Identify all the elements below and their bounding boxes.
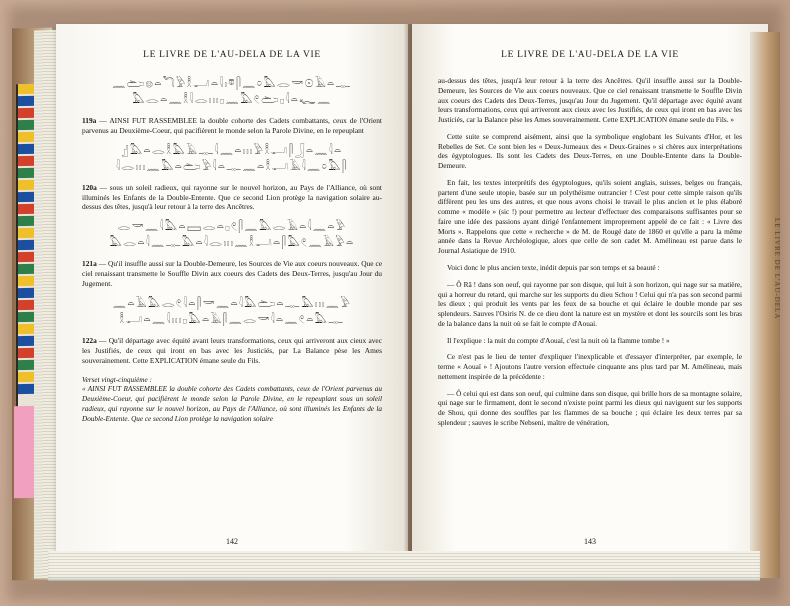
paragraph-text: Voici donc le plus ancien texte, inédit depuis par son temps et sa beauté : [447, 263, 660, 273]
paragraph-120a [82, 183, 382, 213]
paragraph-122a [82, 336, 382, 366]
paragraph-text: au-dessus des têtes, jusqu'à leur retour à la terre des Ancêtres. Qu'il insuffle aussi sur la Double-Demeure, les Sources de Vie aux coeurs nouveaux. Que ce ciel renaissant transmette le Souffle Divin aux coeurs des Cadets des Deux-Terres, jusqu'au Jour du Jugement. Qu'il départage avec équité avant leurs transformations, ceux qui arriveront aux cieux avec les Justifiés, de ceux qui iront en bas avec les Justiciés, car la Balance pèse les Ames souverainement. Cette EXPLICATION émane seule du Fils. » [438, 76, 742, 125]
paragraph-number: 120a [82, 182, 97, 192]
paragraph-text: — sous un soleil radieux, qui rayonne sur le nouvel horizon, au Pays de l'Alliance, où sont illuminés les Enfants de la Double-Entente. Que ce second Lion protège la navigation solaire au-dessus des têtes, jusqu'à leur retour à la terre des Ancêtres. [82, 182, 382, 212]
paragraph-text: En fait, les textes interprétifs des égyptologues, qu'ils soient anglais, suisses, belges ou français, partent d'une seule utopie, basée sur un polythéisme outrancier ! C'est pour cette simple raison qu'ils diffèrent peu les uns des autres, et que nous avons choisi le travail le plus ancien et le plus élaboré comme « modèle » (sic !) pour permettre au lecteur d'effectuer des comparaisons suffisantes pour se faire une idée des passions ayant dirigé l'enfantement improprement appelé de ce fait : « Livre des Morts ». Rappelons que cette « recherche » de M. de Rougé date de 1860 et qu'elle a paru la même année dans la Revue Archéologique, alors que celle de son cadet M. Amélineau est parue dans le Journal Asiatique de 1910. [438, 177, 742, 256]
hieroglyph-line: 𓇋𓂋𓏥𓈖𓅓𓏏𓂧𓅱𓇋𓏏𓊃𓈖𓏏𓎛𓂝𓄿𓇋𓈖𓏌𓅓𓋴 [116, 159, 348, 173]
left-page-content [56, 24, 408, 560]
hieroglyph-block-1 [82, 76, 382, 108]
spine-label: LE LIVRE DE L'AU-DELA [773, 218, 781, 320]
paragraph-121a [82, 259, 382, 289]
paragraph-number: 121a [82, 259, 97, 269]
hieroglyph-line: 𓊨𓅓𓏏𓂋𓎛𓅓𓄿𓊃𓇋𓈖𓏏𓏥𓅱𓎛𓂝𓋴𓃀𓏏𓈖𓇋𓏏 [121, 143, 343, 157]
left-page [56, 24, 408, 560]
paragraph-text: — Qu'il insuffle aussi sur la Double-Demeure, les Sources de Vie aux coeurs nouveaux. Que ce ciel renaissant transmette le Souffle Divin aux coeurs des Cadets des Deux-Terres, jusqu'au Jour du Jugement. [82, 259, 383, 289]
verset-title: Verset vingt-cinquième : [82, 375, 152, 384]
right-page [412, 24, 768, 560]
right-page-content [412, 24, 768, 560]
hieroglyph-line: 𓈖𓏏𓄿𓅓𓂋𓏲𓇋𓏏𓋴𓎡𓈖𓏏𓇋𓅓𓂧𓏏𓊃𓅓𓏥𓈖𓅱 [112, 297, 352, 310]
paragraph-text: — Ô Râ ! dans son oeuf, qui rayonne par son disque, qui luit à son horizon, qui nage sur sa matière, qui a horreur du retard, qui marche sur les supports du dieu Schou ! Celui qui n'a pas son second parmi les dieux ; qui produit les vents par les feux de sa bouche et qui éclaire le double monde par ses splendeurs. Sauves l'Osiris N. de ce dieu dont la nature est un mystère et dont les sourcils sont les bras de la balance dans la nuit où se fait le compte d'Aouai. [438, 279, 742, 328]
paragraph-119a [82, 116, 382, 136]
hieroglyph-line: 𓅓𓂋𓏏𓇋𓈖𓊃𓅓𓏏𓇋𓂋𓏥𓈖𓎛𓂝𓏏𓋴𓅓𓏲𓈖𓄿𓅱𓏏 [109, 236, 355, 250]
hieroglyph-line: 𓈖𓂧𓊖𓏏𓆓𓅱𓎛𓂝𓏏𓇋𓏤𓎼𓋴𓈖𓏌𓅓𓂋𓎡𓇳𓄿𓏏𓊃 [112, 77, 352, 90]
paragraph-text: Il l'explique : la nuit du compte d'Aouaï, c'est la nuit où la flamme tombe ! » [447, 335, 670, 345]
running-head-left: LE LIVRE DE L'AU-DELA DE LA VIE [143, 50, 321, 60]
running-head-right: LE LIVRE DE L'AU-DELA DE LA VIE [501, 50, 679, 60]
folio-left: 142 [226, 537, 238, 546]
hieroglyph-block-2 [82, 143, 382, 175]
hieroglyph-block-3 [82, 219, 382, 251]
hieroglyph-line: 𓅓𓂋𓏏𓈖𓎛𓇋𓂋𓏥𓊪𓈖𓅓𓏲𓂧𓊪𓇋𓏏𓆑𓈖 [132, 92, 332, 106]
hieroglyph-line: 𓎛𓂝𓏏𓈖𓇋𓏥𓊪𓅓𓏏𓄿𓋴𓈖𓂋𓎡𓇋𓏏𓈖𓏲𓏏𓅓𓊃 [119, 312, 345, 326]
paragraph-number: 119a [82, 115, 97, 125]
page-block-edge-bottom [48, 551, 760, 581]
hieroglyph-line: 𓂋𓎡𓈖𓇋𓅓𓏏𓈙𓂋𓏏𓊪𓏲𓋴𓈖𓅓𓂋𓄿𓏏𓇋𓈖𓏏𓅱 [117, 220, 347, 234]
paragraph-number: 122a [82, 335, 97, 345]
verset-text: « AINSI FUT RASSEMBLEE la double cohorte des Cadets combattants, ceux de l'Orient parvenus au Deuxième-Coeur, qui pacifièrent le monde selon la Parole Divine, en le repeuplant sous un soleil radieux, qui rayonne sur le nouvel horizon, au Pays de l'Alliance, où sont illuminés les Enfants de la Double-Entente. Que ce second Lion protège la navigation solaire [82, 385, 382, 423]
paragraph-text: Ce n'est pas le lieu de tenter d'expliquer l'inexplicable et d'essayer d'interpréter, par exemple, le terme « Aouaï » ! Ajoutons l'autre version effectuée cinquante ans plus tard par M. Amélineau, mais nettement inspirée de la précédente : [438, 352, 742, 381]
verset-block [82, 376, 382, 425]
paragraph-text: — Ô celui qui est dans son oeuf, qui culmine dans son disque, qui brille hors de sa montagne solaire, qui nage sur le firmament, dont le second n'existe point parmi les dieux qui naviguent sur les supports de Shou, qui donne des souffles par les flammes de sa bouche ; qui éclaire les deux terres par sa splendeur ; sauves le scribe Nebseni, maître de vénération, [438, 388, 742, 427]
hieroglyph-block-4 [82, 296, 382, 328]
folio-right: 143 [584, 537, 596, 546]
paragraph-text: Cette suite se comprend aisément, ainsi que la symbolique englobant les Suivants d'Hor, et les Rebelles de Set. Ce sont bien les « Deux-Jumeaux des « Deux-Graines » si chères aux interprétations des égyptologues. Ils sont les Cadets des Deux-Terres, en une Double-Entente dans la Double-Demeure. [438, 131, 742, 171]
paragraph-text: — AINSI FUT RASSEMBLEE la double cohorte des Cadets combattants, ceux de l'Orient parvenus au Deuxième-Coeur, qui pacifièrent le monde selon la Parole Divine, en le repeuplant [82, 115, 382, 135]
open-book [8, 6, 782, 600]
paragraph-text: — Qu'il départage avec équité avant leurs transformations, ceux qui arriveront aux cieux avec les Justifiés, de ceux qui iront en bas avec les Justiciés, par La Balance pèse les Ames souverainement. Cette EXPLICATION émane seule du Fils. [82, 335, 382, 365]
